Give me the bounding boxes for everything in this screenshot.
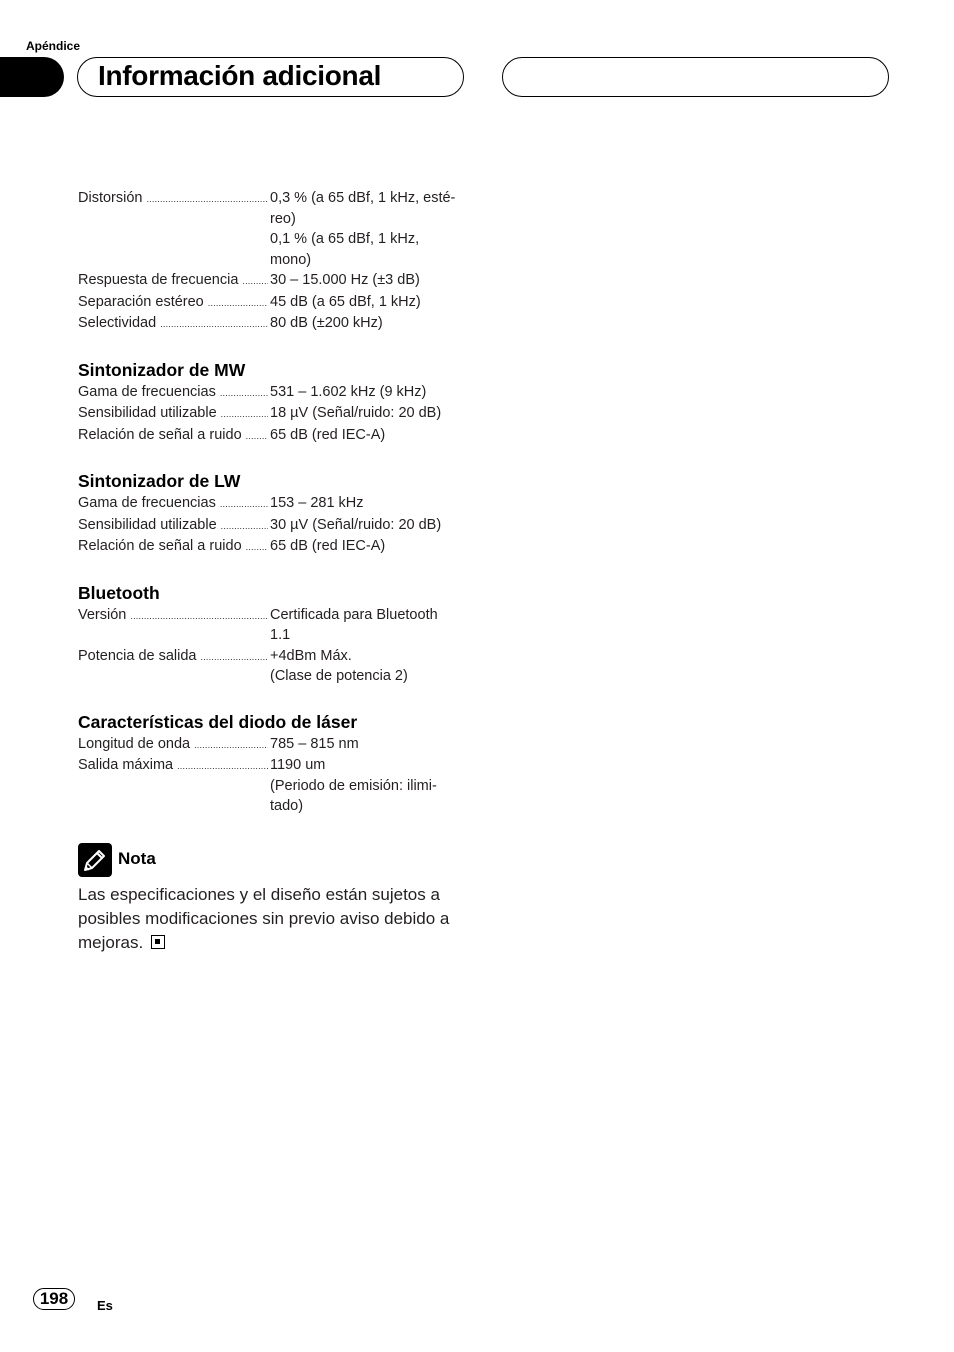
spec-label-cell: [78, 536, 268, 558]
spec-value: 30 – 15.000 Hz (±3 dB): [270, 272, 420, 288]
title-box: [77, 57, 464, 97]
spec-value: 65 dB (red IEC-A): [270, 426, 386, 443]
spec-label-cell: [78, 403, 268, 425]
spec-label: Relación de señal a ruido: [78, 426, 242, 443]
spec-label-cell: [78, 425, 268, 447]
spec-row: [78, 605, 468, 646]
spec-value: 65 dB (red IEC-A): [270, 538, 386, 554]
spec-value: 0,1 % (a 65 dBf, 1 kHz,: [270, 231, 420, 247]
leader-dots: [201, 647, 269, 668]
spec-row: [78, 188, 468, 270]
spec-label-cell: [78, 734, 268, 756]
bluetooth-spec-list: [78, 605, 468, 687]
leader-dots: [221, 404, 268, 425]
spec-value-cell: [268, 536, 468, 558]
spec-value-cell: [268, 292, 468, 314]
spec-value: 531 – 1.602 kHz (9 kHz): [270, 383, 427, 400]
leader-dots: [220, 383, 268, 404]
mw-spec-list: [78, 382, 468, 447]
note-header: [78, 843, 468, 877]
page-title: Información adicional: [98, 60, 382, 91]
spec-value-cell: [268, 188, 468, 270]
spec-row: [78, 382, 468, 404]
spec-label-cell: [78, 755, 268, 817]
spec-value: 45 dB (a 65 dBf, 1 kHz): [270, 293, 421, 310]
spec-label: Distorsión: [78, 190, 143, 206]
spec-label: Longitud de onda: [78, 735, 191, 752]
empty-header-box: [502, 57, 889, 97]
spec-label-cell: [78, 493, 268, 515]
spec-label-cell: [78, 292, 268, 314]
fm-spec-list: [78, 188, 468, 335]
spec-value-cell: [268, 515, 468, 537]
spec-row: [78, 313, 468, 335]
spec-value-cell: [268, 382, 468, 404]
language-code: Es: [97, 1298, 113, 1313]
leader-dots: [194, 735, 268, 756]
spec-row: [78, 646, 468, 687]
spec-value-cell: [268, 270, 468, 292]
spec-value: 785 – 815 nm: [270, 735, 359, 752]
leader-dots: [146, 189, 268, 210]
spec-label: Versión: [78, 606, 127, 623]
note-text-block: [78, 883, 466, 955]
spec-value: 80 dB (±200 kHz): [270, 315, 383, 331]
spec-label-cell: [78, 313, 268, 335]
spec-row: [78, 270, 468, 292]
spec-value-cell: [268, 605, 468, 646]
spec-value-cell: [268, 313, 468, 335]
leader-dots: [246, 426, 268, 447]
spec-label: Relación de señal a ruido: [78, 538, 242, 554]
spec-row: [78, 734, 468, 756]
leader-dots: [177, 756, 268, 777]
lw-spec-list: [78, 493, 468, 558]
leader-dots: [130, 606, 268, 627]
bluetooth-heading: Bluetooth: [78, 582, 160, 603]
spec-label-cell: [78, 188, 268, 270]
spec-content: [78, 188, 468, 955]
leader-dots: [220, 494, 268, 515]
spec-value-cell: [268, 755, 468, 817]
page-number: 198: [33, 1288, 75, 1310]
spec-value: 0,3 % (a 65 dBf, 1 kHz, esté-: [270, 190, 456, 206]
laser-heading: Características del diodo de láser: [78, 711, 358, 732]
leader-dots: [242, 271, 268, 292]
spec-label-cell: [78, 646, 268, 687]
spec-label-cell: [78, 270, 268, 292]
spec-row: [78, 493, 468, 515]
spec-value: +4dBm Máx.: [270, 647, 352, 664]
spec-label-cell: [78, 382, 268, 404]
leader-dots: [160, 314, 268, 335]
leader-dots: [208, 293, 268, 314]
chapter-tab: [0, 57, 64, 97]
leader-dots: [221, 516, 268, 537]
spec-label: Gama de frecuencias: [78, 495, 216, 511]
spec-label: Sensibilidad utilizable: [78, 516, 217, 533]
spec-label: Separación estéreo: [78, 293, 204, 310]
end-mark-icon: [151, 935, 165, 949]
section-label: Apéndice: [26, 39, 81, 53]
spec-value: 1190 um: [270, 757, 326, 773]
spec-value: tado): [270, 798, 304, 814]
spec-row: [78, 515, 468, 537]
spec-label: Potencia de salida: [78, 647, 197, 664]
spec-label: Sensibilidad utilizable: [78, 405, 217, 421]
spec-value: (Clase de potencia 2): [270, 668, 408, 684]
spec-label: Selectividad: [78, 315, 157, 331]
note-title: Nota: [118, 849, 156, 869]
spec-label: Salida máxima: [78, 757, 174, 773]
spec-value: 30 µV (Señal/ruido: 20 dB): [270, 516, 442, 533]
spec-value-cell: [268, 734, 468, 756]
laser-spec-list: [78, 734, 468, 817]
spec-value-cell: [268, 403, 468, 425]
spec-row: [78, 403, 468, 425]
spec-value-cell: [268, 646, 468, 687]
spec-value: Certificada para Bluetooth: [270, 606, 438, 623]
spec-value: 1.1: [270, 627, 291, 643]
spec-label-cell: [78, 515, 268, 537]
spec-value: (Periodo de emisión: ilimi-: [270, 777, 437, 794]
mw-heading: Sintonizador de MW: [78, 359, 246, 380]
spec-value: 18 µV (Señal/ruido: 20 dB): [270, 405, 442, 421]
spec-label: Gama de frecuencias: [78, 383, 216, 400]
spec-value: mono): [270, 251, 312, 268]
spec-label: Respuesta de frecuencia: [78, 272, 239, 288]
spec-label-cell: [78, 605, 268, 646]
spec-value: reo): [270, 210, 296, 227]
spec-value: 153 – 281 kHz: [270, 495, 364, 511]
leader-dots: [246, 537, 268, 558]
spec-row: [78, 425, 468, 447]
spec-row: [78, 292, 468, 314]
spec-row: [78, 755, 468, 817]
spec-row: [78, 536, 468, 558]
spec-value-cell: [268, 425, 468, 447]
spec-value-cell: [268, 493, 468, 515]
note-text: Las especificaciones y el diseño están sujetos a posibles modificaciones sin previo aviso debido a mejoras.: [78, 884, 450, 952]
note-pencil-icon: [78, 843, 112, 877]
lw-heading: Sintonizador de LW: [78, 471, 241, 491]
